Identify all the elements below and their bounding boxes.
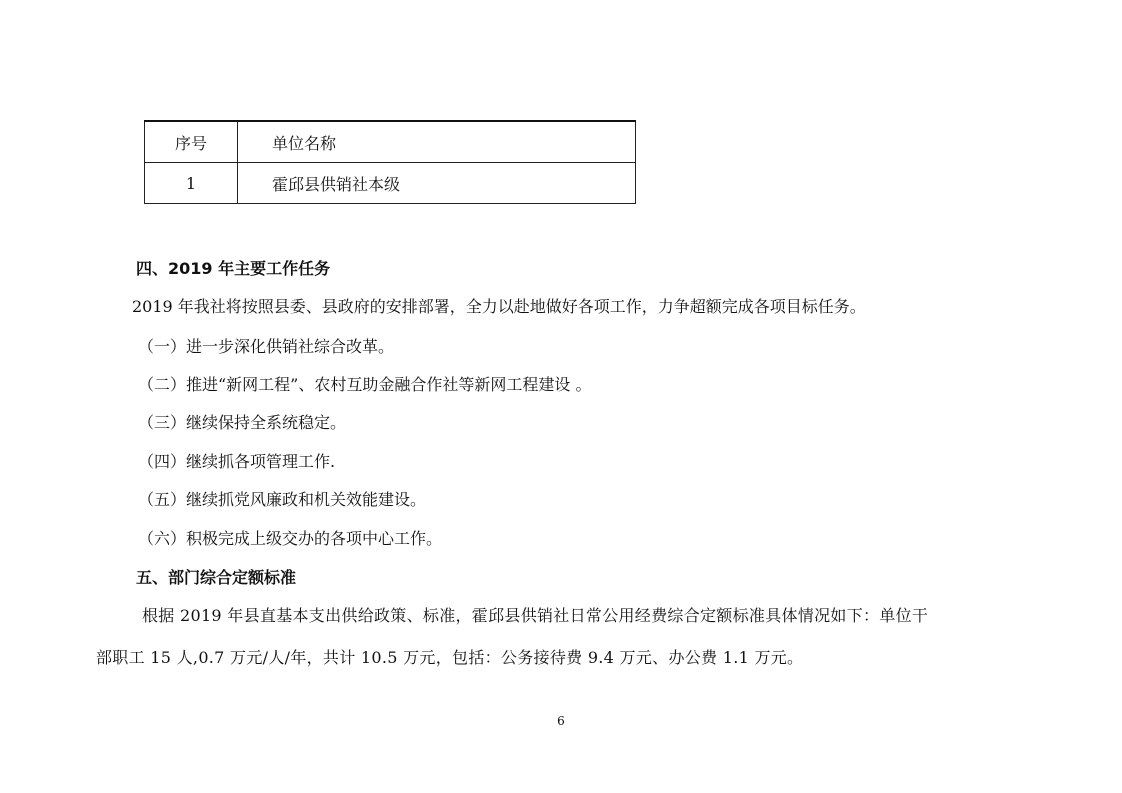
cell-index: 1 <box>145 163 238 204</box>
task-item: （六）积极完成上级交办的各项中心工作。 <box>138 529 443 548</box>
task-item: （五）继续抓党风廉政和机关效能建设。 <box>138 490 427 509</box>
header-cell-unit-name: 单位名称 <box>238 121 636 163</box>
section4-intro: 2019 年我社将按照县委、县政府的安排部署，全力以赴地做好各项工作，力争超额完成各项目标任务。 <box>132 297 866 316</box>
section4-heading: 四、2019 年主要工作任务 <box>136 259 331 278</box>
section5-paragraph-line2: 部职工 15 人,0.7 万元/人/年，共计 10.5 万元，包括：公务接待费 9.4 万元、办公费 1.1 万元。 <box>96 648 804 667</box>
section5-paragraph-line1: 根据 2019 年县直基本支出供给政策、标准，霍邱县供销社日常公用经费综合定额标准具体情况如下：单位干 <box>142 606 929 625</box>
page-number: 6 <box>557 714 565 728</box>
task-item: （三）继续保持全系统稳定。 <box>138 413 347 432</box>
unit-table <box>144 120 636 204</box>
header-cell-index: 序号 <box>145 121 238 163</box>
task-item: （二）推进“新网工程”、农村互助金融合作社等新网工程建设 。 <box>138 375 592 394</box>
section5-heading: 五、部门综合定额标准 <box>136 568 297 587</box>
table-header-row <box>145 121 636 163</box>
task-item: （一）进一步深化供销社综合改革。 <box>138 337 395 356</box>
cell-unit-name: 霍邱县供销社本级 <box>238 163 636 204</box>
task-item: （四）继续抓各项管理工作. <box>138 452 336 471</box>
table-row <box>145 163 636 204</box>
